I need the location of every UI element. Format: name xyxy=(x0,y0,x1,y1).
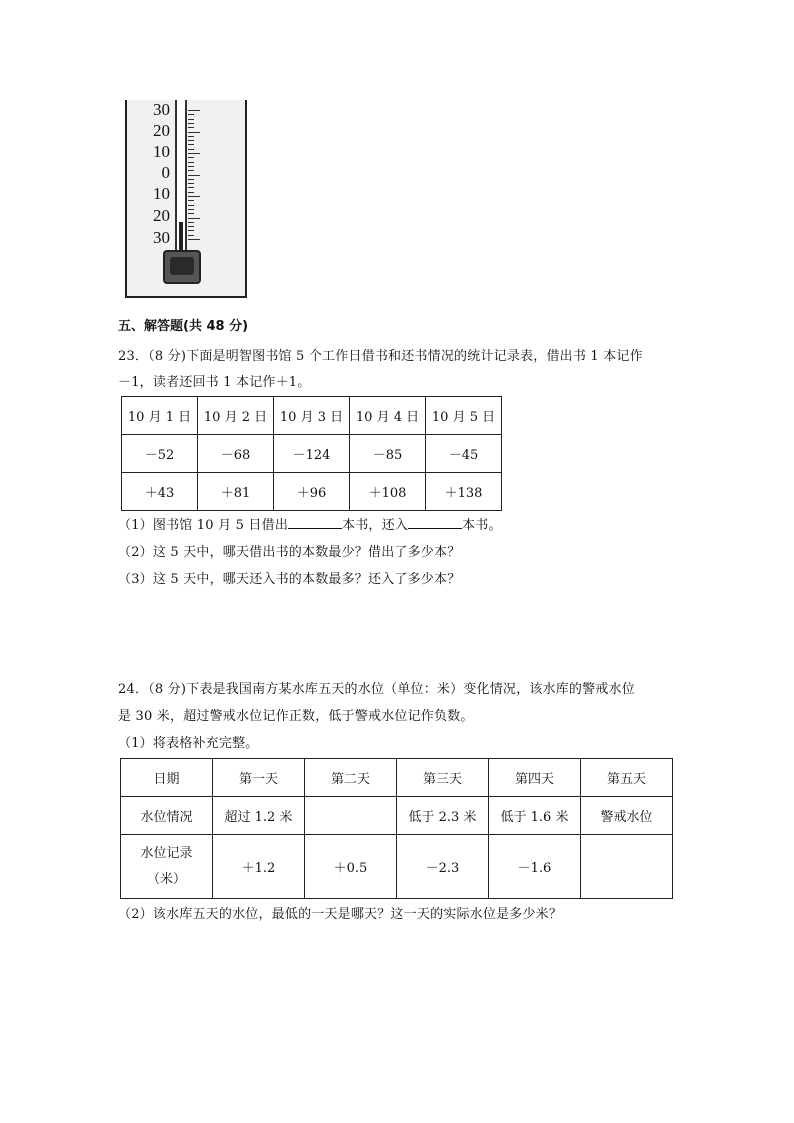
thermometer-tick xyxy=(188,110,200,111)
thermometer-mercury xyxy=(179,222,183,252)
q23-sub2: （2）这 5 天中，哪天借出书的本数最少？借出了多少本？ xyxy=(118,545,461,560)
thermometer-tick xyxy=(188,196,200,197)
table-cell: 水位情况 xyxy=(121,797,213,835)
table-row xyxy=(122,473,502,511)
table-cell: ＋0.5 xyxy=(305,835,397,899)
q23-text-line1: 23．（8 分)下面是明智图书馆 5 个工作日借书和还书情况的统计记录表，借出书 1 本记作 xyxy=(118,349,643,364)
table-cell: 低于 2.3 米 xyxy=(397,797,489,835)
table-cell[interactable] xyxy=(581,835,673,899)
thermometer-tick xyxy=(188,205,194,206)
scale-label: 30 xyxy=(153,228,170,247)
q24-text-line1: 24．（8 分)下表是我国南方某水库五天的水位（单位：米）变化情况，该水库的警戒水位 xyxy=(118,682,635,697)
table-cell: 第三天 xyxy=(397,759,489,797)
table-cell: －68 xyxy=(198,435,274,473)
record-label-line2: （米） xyxy=(146,871,186,887)
q24-sub2: （2）该水库五天的水位，最低的一天是哪天？这一天的实际水位是多少米？ xyxy=(118,907,563,922)
table-cell: 超过 1.2 米 xyxy=(213,797,305,835)
thermometer-tick xyxy=(188,170,194,171)
thermometer-tick xyxy=(188,192,194,193)
q23-sub1-text-a: （1）图书馆 10 月 5 日借出 xyxy=(118,518,289,533)
thermometer-tick xyxy=(188,166,194,167)
q23-sub1 xyxy=(118,514,502,533)
thermometer-tick xyxy=(188,153,200,154)
table-cell: 10 月 2 日 xyxy=(198,397,274,435)
thermometer-tick xyxy=(188,175,200,176)
scale-label: 20 xyxy=(153,206,170,225)
thermometer-tick xyxy=(188,157,194,158)
table-cell: －1.6 xyxy=(489,835,581,899)
q23-sub1-text-c: 本书。 xyxy=(462,518,502,533)
thermometer-ticks xyxy=(188,100,202,250)
q24-text-line2: 是 30 米，超过警戒水位记作正数，低于警戒水位记作负数。 xyxy=(118,709,474,724)
answer-blank[interactable] xyxy=(288,516,342,529)
thermometer-tick xyxy=(188,209,194,210)
table-cell: 10 月 3 日 xyxy=(274,397,350,435)
table-cell: 日期 xyxy=(121,759,213,797)
table-cell: ＋81 xyxy=(198,473,274,511)
table-cell: －124 xyxy=(274,435,350,473)
q23-table xyxy=(121,396,502,511)
thermometer-tick xyxy=(188,200,194,201)
scale-label: 30 xyxy=(153,100,170,119)
table-cell: 第五天 xyxy=(581,759,673,797)
scale-label: 0 xyxy=(161,163,170,182)
thermometer-tick xyxy=(188,235,194,236)
thermometer-tick xyxy=(188,162,194,163)
table-cell: ＋96 xyxy=(274,473,350,511)
scale-label: 10 xyxy=(153,142,170,161)
table-cell: 第二天 xyxy=(305,759,397,797)
table-row xyxy=(122,397,502,435)
thermometer-tick xyxy=(188,187,194,188)
q24-sub1: （1）将表格补充完整。 xyxy=(118,736,259,751)
thermometer-tick xyxy=(188,140,194,141)
table-row xyxy=(122,435,502,473)
thermometer-tick xyxy=(188,226,194,227)
table-cell xyxy=(121,835,213,899)
table-cell: 低于 1.6 米 xyxy=(489,797,581,835)
table-cell: －85 xyxy=(350,435,426,473)
section-heading: 五、解答题(共 48 分) xyxy=(118,319,249,334)
thermometer-tick xyxy=(188,230,194,231)
table-row xyxy=(121,797,673,835)
table-cell: 10 月 1 日 xyxy=(122,397,198,435)
table-cell[interactable] xyxy=(305,797,397,835)
thermometer-bulb-inner xyxy=(170,257,194,275)
thermometer-tick xyxy=(188,149,194,150)
q23-sub1-text-b: 本书，还入 xyxy=(342,518,409,533)
table-cell: 警戒水位 xyxy=(581,797,673,835)
scale-label: 10 xyxy=(153,184,170,203)
q23-sub3: （3）这 5 天中，哪天还入书的本数最多？还入了多少本？ xyxy=(118,572,461,587)
table-row xyxy=(121,835,673,899)
thermometer-tick xyxy=(188,183,194,184)
thermometer-tick xyxy=(188,136,194,137)
table-row xyxy=(121,759,673,797)
thermometer-tick xyxy=(188,239,200,240)
table-cell: －52 xyxy=(122,435,198,473)
table-cell: 第四天 xyxy=(489,759,581,797)
table-cell: 10 月 4 日 xyxy=(350,397,426,435)
thermometer-tick xyxy=(188,222,194,223)
table-cell: ＋138 xyxy=(426,473,502,511)
table-cell: －2.3 xyxy=(397,835,489,899)
thermometer-tick xyxy=(188,127,194,128)
table-cell: 10 月 5 日 xyxy=(426,397,502,435)
table-cell: －45 xyxy=(426,435,502,473)
thermometer-tick xyxy=(188,123,194,124)
table-cell: ＋108 xyxy=(350,473,426,511)
thermometer-tick xyxy=(188,144,194,145)
thermometer-tick xyxy=(188,179,194,180)
table-cell: 第一天 xyxy=(213,759,305,797)
thermometer-tick xyxy=(188,213,194,214)
thermometer-tick xyxy=(188,119,194,120)
thermometer-tick xyxy=(188,132,200,133)
scale-label: 20 xyxy=(153,121,170,140)
q24-table xyxy=(120,758,673,899)
thermometer-tick xyxy=(188,114,194,115)
table-cell: ＋43 xyxy=(122,473,198,511)
record-label-line1: 水位记录 xyxy=(140,845,193,861)
q23-text-line2: －1，读者还回书 1 本记作＋1。 xyxy=(118,375,311,390)
answer-blank[interactable] xyxy=(408,516,462,529)
thermometer-tick xyxy=(188,218,200,219)
table-cell: ＋1.2 xyxy=(213,835,305,899)
